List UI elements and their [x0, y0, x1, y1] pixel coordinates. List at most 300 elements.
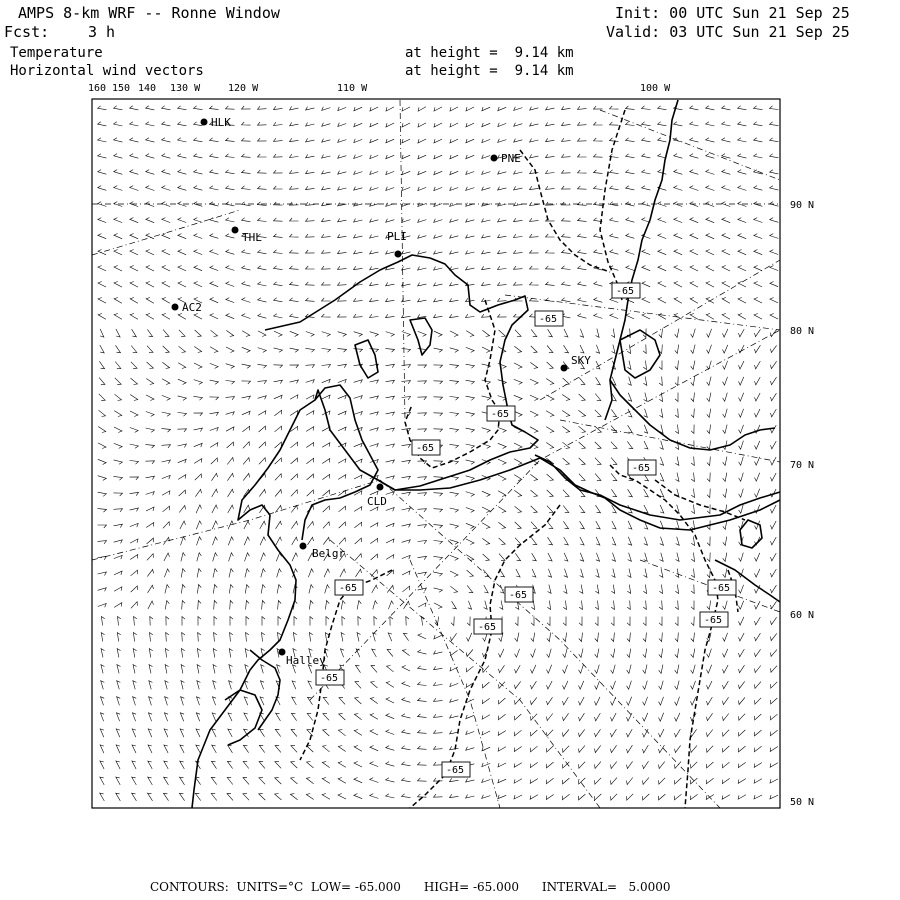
- wind-barb: [626, 186, 635, 190]
- wind-barb: [402, 107, 410, 111]
- wind-barb: [98, 122, 107, 126]
- wind-barb: [578, 234, 587, 238]
- wind-barb: [178, 314, 186, 320]
- wind-barb: [322, 778, 330, 784]
- wind-barb: [354, 349, 363, 352]
- wind-barb: [771, 633, 777, 640]
- wind-barb: [354, 250, 363, 253]
- wind-barb: [675, 425, 678, 434]
- wind-barb: [738, 314, 746, 320]
- wind-barb: [338, 218, 347, 221]
- wind-barb: [338, 266, 347, 269]
- wind-barb: [738, 122, 747, 126]
- wind-barb: [627, 665, 631, 674]
- wind-barb: [739, 585, 744, 593]
- wind-barb: [130, 138, 139, 142]
- wind-barb: [738, 282, 746, 288]
- wind-barb: [690, 170, 699, 175]
- wind-barb: [706, 266, 714, 272]
- wind-barb: [323, 522, 329, 529]
- wind-barb: [434, 556, 443, 560]
- station-label-pne: PNE: [501, 152, 521, 165]
- wind-barb: [690, 218, 698, 223]
- wind-barb: [275, 778, 282, 785]
- wind-barb: [98, 250, 106, 255]
- wind-barb: [595, 617, 598, 626]
- wind-barb: [770, 779, 778, 783]
- wind-barb: [196, 713, 200, 721]
- wind-barb: [147, 362, 154, 369]
- wind-barb: [179, 490, 186, 496]
- wind-barb: [134, 617, 137, 626]
- wind-barb: [739, 377, 744, 385]
- wind-barb: [547, 601, 550, 610]
- wind-barb: [356, 665, 361, 672]
- wind-barb: [580, 345, 584, 353]
- wind-barb: [322, 139, 331, 143]
- wind-barb: [675, 778, 682, 784]
- wind-barb: [162, 395, 170, 400]
- wind-barb: [450, 540, 459, 545]
- wind-barb: [118, 617, 121, 626]
- wind-barb: [418, 698, 427, 702]
- ronne-ice-shelf-coast: [192, 255, 538, 808]
- wind-barb: [386, 762, 395, 767]
- wind-barb: [274, 250, 283, 254]
- wind-barb: [131, 570, 138, 576]
- wind-barb: [338, 139, 347, 143]
- wind-barb: [626, 138, 635, 142]
- wind-barb: [114, 509, 123, 512]
- station-marker-ac2: [172, 304, 179, 311]
- wind-barb: [723, 649, 728, 657]
- wind-barb: [547, 697, 553, 704]
- wind-barb: [499, 665, 505, 672]
- wind-barb: [466, 187, 475, 191]
- wind-barb: [418, 235, 427, 239]
- wind-barb: [579, 617, 582, 626]
- wind-barb: [418, 187, 426, 191]
- wind-barb: [514, 490, 521, 496]
- wind-barb: [132, 729, 136, 737]
- wind-barb: [148, 601, 154, 609]
- wind-barb: [306, 282, 315, 285]
- wind-barb: [290, 106, 299, 110]
- wind-barb: [418, 525, 427, 528]
- station-label-hlk: HLK: [211, 116, 231, 129]
- wind-barb: [643, 713, 648, 721]
- wind-barb: [754, 106, 763, 110]
- wind-barb: [690, 250, 698, 255]
- wind-barb: [675, 649, 679, 658]
- wind-barb: [178, 250, 186, 255]
- wind-barb: [579, 697, 585, 705]
- wind-barb: [212, 521, 217, 529]
- wind-barb: [210, 106, 219, 110]
- wind-barb: [242, 381, 251, 384]
- wind-barb: [386, 746, 395, 751]
- wind-barb: [372, 585, 378, 593]
- wind-barb: [739, 714, 746, 721]
- wind-barb: [309, 601, 313, 610]
- wind-barb: [675, 601, 678, 610]
- wind-barb: [338, 298, 347, 301]
- wind-barb: [596, 569, 600, 578]
- wind-barb: [627, 729, 633, 737]
- wind-barb: [482, 538, 489, 544]
- wind-barb: [594, 250, 603, 254]
- height-line-1: at height = 9.14 km: [405, 45, 574, 61]
- wind-barb: [690, 266, 698, 272]
- wind-barb: [114, 250, 122, 255]
- wind-barb: [627, 778, 633, 785]
- contour-label-box: [0, 0, 18, 3]
- wind-barb: [339, 506, 346, 512]
- wind-barb: [101, 697, 105, 706]
- wind-barb: [707, 601, 711, 610]
- wind-barb: [611, 681, 616, 689]
- wind-barb: [450, 746, 459, 749]
- station-label-sky: SKY: [571, 354, 591, 367]
- wind-barb: [450, 139, 458, 143]
- wind-barb: [290, 138, 299, 141]
- wind-barb: [547, 506, 553, 513]
- wind-barb: [292, 681, 296, 689]
- wind-barb: [162, 379, 170, 385]
- wind-barb: [723, 329, 728, 337]
- contour-footer: [150, 880, 671, 894]
- wind-barb: [386, 349, 395, 353]
- wind-barb: [498, 763, 506, 767]
- wind-barb: [178, 154, 187, 158]
- wind-barb: [611, 697, 616, 705]
- wind-barb: [117, 681, 121, 690]
- wind-barb: [562, 250, 571, 254]
- wind-barb: [658, 138, 667, 142]
- wind-barb: [563, 746, 570, 753]
- wind-barb: [595, 665, 600, 674]
- wind-barb: [226, 412, 235, 416]
- wind-barb: [116, 793, 121, 801]
- wind-barb: [194, 154, 203, 158]
- wind-barb: [723, 345, 728, 353]
- wind-barb: [675, 713, 680, 721]
- wind-barb: [579, 394, 586, 400]
- wind-barb: [563, 521, 568, 528]
- wind-barb: [228, 745, 233, 753]
- wind-barb: [386, 523, 394, 527]
- wind-barb: [323, 537, 329, 544]
- wind-barb: [133, 681, 137, 690]
- wind-barb: [178, 170, 187, 175]
- wind-barb: [707, 409, 711, 418]
- wind-barb: [212, 713, 216, 721]
- southern-coast-strip: [250, 650, 280, 730]
- wind-barb: [690, 154, 699, 159]
- wind-barb: [450, 683, 458, 687]
- wind-barb: [117, 633, 120, 642]
- wind-barb: [546, 154, 555, 157]
- wind-barb: [386, 460, 395, 464]
- wind-barb: [274, 122, 283, 125]
- wind-barb: [514, 747, 521, 752]
- wind-barb: [595, 458, 601, 465]
- wind-barb: [148, 777, 153, 785]
- wind-barb: [146, 395, 154, 401]
- wind-barb: [146, 250, 154, 255]
- wind-barb: [117, 697, 121, 706]
- wind-barb: [723, 714, 729, 721]
- wind-barb: [324, 569, 329, 577]
- station-label-ac2: AC2: [182, 301, 202, 314]
- wind-barb: [275, 442, 282, 448]
- wind-barb: [627, 713, 633, 721]
- wind-barb: [642, 170, 651, 174]
- wind-barb: [226, 234, 235, 238]
- wind-barb: [355, 554, 362, 561]
- wind-barb: [162, 154, 171, 159]
- wind-barb: [579, 474, 585, 481]
- wind-barb: [610, 186, 619, 190]
- wind-barb: [675, 617, 678, 626]
- wind-barb: [418, 634, 426, 639]
- wind-barb: [659, 409, 662, 418]
- wind-barb: [290, 250, 299, 253]
- contour-label: -65: [704, 615, 723, 626]
- wind-barb: [498, 714, 505, 719]
- wind-barb: [402, 171, 410, 175]
- wind-barb: [739, 601, 744, 609]
- wind-barb: [642, 154, 651, 158]
- wind-barb: [611, 745, 617, 752]
- wind-barb: [196, 505, 201, 513]
- wind-barb: [130, 508, 139, 512]
- wind-barb: [755, 666, 761, 673]
- wind-barb: [114, 540, 123, 544]
- wind-barb: [531, 490, 538, 496]
- wind-barb: [386, 730, 394, 735]
- wind-barb: [531, 329, 537, 336]
- wind-barb: [131, 378, 138, 384]
- wind-barb: [450, 298, 459, 301]
- wind-barb: [370, 730, 378, 736]
- wind-barb: [306, 234, 315, 237]
- wind-barb: [562, 202, 571, 205]
- wind-barb: [562, 426, 569, 432]
- wind-barb: [562, 218, 571, 221]
- wind-barb: [434, 155, 442, 159]
- wind-barb: [658, 314, 666, 320]
- wind-barb: [306, 250, 315, 253]
- graticule-lon-1: [92, 210, 240, 255]
- wind-barb: [595, 794, 602, 800]
- wind-barb: [738, 106, 747, 110]
- wind-barb: [531, 697, 537, 704]
- wind-barb: [642, 186, 651, 190]
- wind-barb: [100, 793, 105, 801]
- wind-barb: [418, 267, 427, 271]
- wind-barb: [98, 476, 107, 481]
- wind-barb: [531, 346, 537, 353]
- wind-barb: [322, 186, 331, 189]
- wind-barb: [196, 745, 200, 753]
- wind-barb: [466, 219, 475, 223]
- wind-barb: [563, 601, 566, 610]
- wind-barb: [418, 139, 426, 143]
- wind-barb: [532, 553, 537, 561]
- wind-barb: [514, 171, 523, 175]
- contour-label: -65: [632, 463, 651, 474]
- wind-barb: [626, 234, 635, 239]
- wind-barb: [595, 729, 601, 736]
- wind-barb: [98, 314, 106, 320]
- wind-barb: [116, 777, 120, 785]
- wind-barb: [595, 394, 601, 401]
- wind-barb: [547, 633, 551, 642]
- wind-barb: [434, 107, 442, 111]
- wind-barb: [197, 553, 202, 562]
- wind-barb: [642, 122, 651, 126]
- wind-barb: [98, 443, 106, 449]
- wind-barb: [434, 541, 443, 545]
- wind-barb: [707, 569, 710, 578]
- wind-barb: [612, 569, 616, 578]
- wind-barb: [146, 492, 155, 496]
- wind-barb: [562, 794, 569, 799]
- contour-label: -65: [616, 286, 635, 297]
- wind-barb: [530, 762, 537, 767]
- wind-barb: [259, 426, 266, 432]
- wind-barb: [242, 411, 250, 415]
- wind-barb: [626, 266, 634, 271]
- wind-barb: [246, 633, 249, 642]
- wind-barb: [706, 778, 713, 783]
- wind-barb: [466, 347, 474, 352]
- wind-barb: [354, 762, 362, 768]
- wind-barb: [754, 154, 763, 158]
- wind-barb: [514, 282, 523, 285]
- wind-barb: [755, 682, 762, 689]
- wind-barb: [306, 380, 315, 384]
- wind-barb: [418, 541, 427, 544]
- wind-barb: [290, 411, 298, 416]
- wind-barb: [659, 377, 662, 386]
- wind-barb: [611, 649, 615, 658]
- wind-barb: [722, 170, 731, 175]
- wind-barb: [98, 509, 107, 512]
- lon-label-140: 140: [138, 83, 157, 94]
- coastlines: [192, 100, 780, 808]
- wind-barb: [691, 746, 697, 753]
- wind-barb: [658, 218, 666, 223]
- wind-barb: [322, 474, 329, 479]
- wind-barb: [674, 266, 682, 271]
- wind-barb: [626, 122, 635, 126]
- wind-barb: [659, 778, 666, 784]
- wind-barb: [290, 380, 299, 384]
- wind-barb: [691, 537, 694, 546]
- wind-barb: [354, 298, 363, 301]
- wind-barb: [130, 298, 138, 304]
- wind-barb: [322, 332, 331, 337]
- wind-barb: [658, 122, 667, 126]
- wind-barb: [738, 138, 747, 142]
- wind-barb: [611, 585, 614, 594]
- wind-barb: [482, 428, 491, 433]
- wind-barb: [370, 155, 378, 159]
- wind-barb: [739, 649, 745, 657]
- wind-barb: [723, 361, 728, 369]
- wind-barb: [258, 218, 267, 222]
- contour-label-box: [505, 587, 533, 602]
- wind-barb: [164, 569, 169, 577]
- wind-barb: [163, 330, 169, 337]
- wind-barb: [306, 365, 315, 368]
- wind-barb: [357, 633, 361, 642]
- wind-barb: [386, 187, 394, 191]
- station-label-halley: Halley: [286, 654, 326, 667]
- wind-barb: [386, 203, 395, 207]
- wind-barb: [578, 138, 587, 141]
- wind-barb: [722, 282, 730, 288]
- wind-barb: [596, 505, 601, 513]
- wind-barb: [754, 266, 762, 271]
- wind-barb: [274, 202, 283, 205]
- wind-barb: [468, 601, 472, 609]
- wind-barb: [258, 298, 267, 302]
- wind-barb: [115, 394, 122, 400]
- contour-label: -65: [446, 765, 465, 776]
- wind-barb: [691, 409, 694, 418]
- wind-barb: [229, 681, 233, 690]
- wind-barb: [418, 461, 427, 464]
- contour-label-box: [335, 580, 363, 595]
- wind-barb: [659, 633, 662, 642]
- wind-barb: [738, 779, 746, 784]
- wind-barb: [181, 569, 185, 578]
- wind-barb: [261, 585, 265, 594]
- wind-barb: [306, 332, 314, 337]
- wind-barb: [674, 186, 683, 191]
- wind-barb: [434, 171, 442, 175]
- wind-barb: [611, 729, 617, 737]
- wind-barb: [293, 633, 296, 642]
- wind-barb: [259, 745, 264, 752]
- wind-barb: [498, 507, 506, 513]
- wind-barb: [101, 649, 105, 658]
- wind-barb: [114, 170, 123, 175]
- wind-barb: [386, 123, 394, 127]
- wind-barb: [258, 186, 267, 189]
- wind-barb: [514, 107, 523, 111]
- wind-barb: [500, 601, 503, 610]
- wind-barb: [101, 681, 105, 690]
- wind-barb: [147, 346, 153, 353]
- wind-barb: [243, 442, 250, 449]
- wind-barb: [116, 761, 120, 769]
- wind-barb: [130, 314, 138, 320]
- wind-barb: [386, 107, 394, 111]
- lon-label-150: 150: [112, 83, 131, 94]
- wind-barb: [451, 633, 457, 640]
- wind-barb: [354, 266, 363, 269]
- wind-barb: [258, 314, 267, 319]
- wind-barb: [563, 649, 567, 658]
- wind-barb: [259, 778, 265, 785]
- wind-barb: [162, 266, 170, 272]
- wind-barb: [530, 379, 538, 384]
- wind-barb: [626, 218, 635, 223]
